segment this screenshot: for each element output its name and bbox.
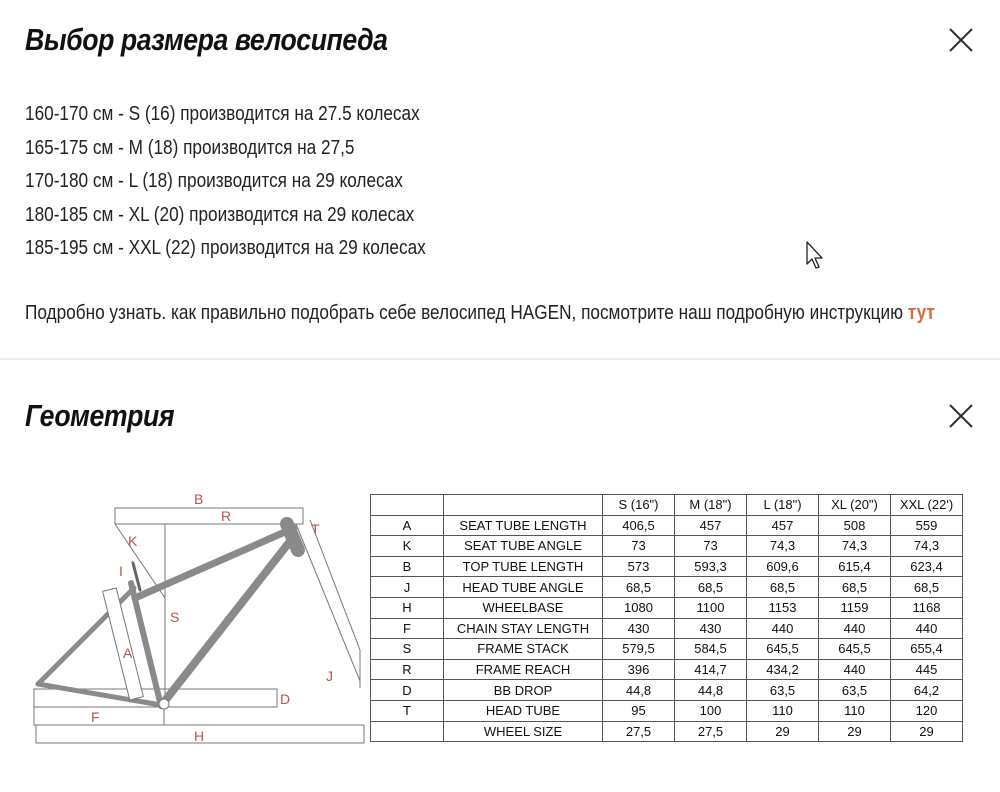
row-name: BB DROP: [444, 680, 603, 701]
row-value: 1159: [819, 597, 891, 618]
row-value: 73: [603, 536, 675, 557]
row-code: T: [371, 700, 444, 721]
row-code: [371, 721, 444, 742]
row-name: WHEEL SIZE: [444, 721, 603, 742]
close-icon[interactable]: [944, 399, 978, 433]
label-t: T: [311, 521, 320, 537]
row-value: 430: [603, 618, 675, 639]
row-name: SEAT TUBE LENGTH: [444, 515, 603, 536]
row-value: 440: [819, 618, 891, 639]
table-row: [371, 577, 963, 598]
row-code: R: [371, 659, 444, 680]
row-code: K: [371, 536, 444, 557]
geometry-table: [370, 494, 963, 742]
row-value: 1168: [891, 597, 963, 618]
table-row: [371, 721, 963, 742]
label-k: K: [128, 533, 138, 549]
row-value: 74,3: [891, 536, 963, 557]
header-cell: XXL (22'): [891, 495, 963, 516]
header-cell: S (16"): [603, 495, 675, 516]
row-value: 645,5: [747, 639, 819, 660]
row-value: 68,5: [603, 577, 675, 598]
label-i: I: [119, 563, 123, 579]
row-value: 440: [891, 618, 963, 639]
label-j: J: [326, 668, 333, 684]
row-value: 44,8: [675, 680, 747, 701]
row-value: 63,5: [819, 680, 891, 701]
row-value: 609,6: [747, 556, 819, 577]
row-value: 27,5: [675, 721, 747, 742]
size-item: 165-175 см - M (18) производится на 27,5: [25, 136, 355, 159]
row-value: 68,5: [747, 577, 819, 598]
row-value: 64,2: [891, 680, 963, 701]
row-value: 100: [675, 700, 747, 721]
row-value: 623,4: [891, 556, 963, 577]
row-value: 74,3: [819, 536, 891, 557]
row-value: 615,4: [819, 556, 891, 577]
label-s: S: [170, 609, 180, 625]
header-cell: [444, 495, 603, 516]
row-value: 110: [819, 700, 891, 721]
table-row: [371, 515, 963, 536]
label-f: F: [91, 709, 100, 725]
row-value: 68,5: [819, 577, 891, 598]
row-code: J: [371, 577, 444, 598]
table-row: [371, 659, 963, 680]
row-value: 95: [603, 700, 675, 721]
table-row: [371, 536, 963, 557]
row-code: F: [371, 618, 444, 639]
row-value: 457: [675, 515, 747, 536]
row-code: A: [371, 515, 444, 536]
row-value: 74,3: [747, 536, 819, 557]
row-value: 1153: [747, 597, 819, 618]
row-value: 68,5: [891, 577, 963, 598]
label-b: B: [194, 491, 204, 507]
row-value: 1100: [675, 597, 747, 618]
row-value: 440: [747, 618, 819, 639]
frame-geometry-diagram: [28, 488, 368, 748]
row-value: 559: [891, 515, 963, 536]
row-code: B: [371, 556, 444, 577]
row-name: TOP TUBE LENGTH: [444, 556, 603, 577]
row-value: 68,5: [675, 577, 747, 598]
row-code: H: [371, 597, 444, 618]
size-panel-title: Выбор размера велосипеда: [25, 22, 388, 57]
instruction-label: Подробно узнать. как правильно подобрать себе велосипед HAGEN, посмотрите наш подробную инструкцию: [25, 302, 908, 324]
instruction-text: [25, 302, 935, 325]
size-item: 180-185 см - XL (20) производится на 29 колесах: [25, 203, 415, 226]
table-body: [371, 515, 963, 742]
row-value: 63,5: [747, 680, 819, 701]
row-value: 645,5: [819, 639, 891, 660]
header-cell: L (18"): [747, 495, 819, 516]
row-value: 573: [603, 556, 675, 577]
table-header-row: [371, 495, 963, 516]
row-value: 110: [747, 700, 819, 721]
instruction-link[interactable]: тут: [907, 302, 935, 324]
row-name: FRAME STACK: [444, 639, 603, 660]
mouse-pointer-icon: [805, 240, 825, 270]
row-name: FRAME REACH: [444, 659, 603, 680]
row-value: 440: [819, 659, 891, 680]
label-r: R: [221, 508, 232, 524]
row-name: WHEELBASE: [444, 597, 603, 618]
row-name: SEAT TUBE ANGLE: [444, 536, 603, 557]
row-value: 584,5: [675, 639, 747, 660]
row-value: 120: [891, 700, 963, 721]
table-row: [371, 597, 963, 618]
header-cell: M (18"): [675, 495, 747, 516]
geometry-panel: [0, 360, 1000, 792]
row-value: 414,7: [675, 659, 747, 680]
row-value: 457: [747, 515, 819, 536]
row-value: 27,5: [603, 721, 675, 742]
row-name: CHAIN STAY LENGTH: [444, 618, 603, 639]
row-value: 29: [819, 721, 891, 742]
header-cell: XL (20"): [819, 495, 891, 516]
row-value: 508: [819, 515, 891, 536]
row-code: S: [371, 639, 444, 660]
close-icon[interactable]: [944, 23, 978, 57]
row-name: HEAD TUBE: [444, 700, 603, 721]
row-value: 655,4: [891, 639, 963, 660]
row-value: 434,2: [747, 659, 819, 680]
size-selection-panel: [0, 0, 1000, 358]
size-list: [25, 98, 491, 266]
row-value: 29: [747, 721, 819, 742]
row-value: 445: [891, 659, 963, 680]
table-row: [371, 556, 963, 577]
size-item: 170-180 см - L (18) производится на 29 колесах: [25, 170, 403, 192]
row-value: 1080: [603, 597, 675, 618]
label-h: H: [194, 728, 205, 744]
row-value: 406,5: [603, 515, 675, 536]
geometry-panel-title: Геометрия: [25, 398, 175, 433]
row-value: 73: [675, 536, 747, 557]
size-item: 185-195 см - XXL (22) производится на 29 колесах: [25, 237, 426, 259]
label-d: D: [280, 691, 291, 707]
header-cell: [371, 495, 444, 516]
row-name: HEAD TUBE ANGLE: [444, 577, 603, 598]
table-row: [371, 639, 963, 660]
row-value: 579,5: [603, 639, 675, 660]
label-a: A: [123, 645, 133, 661]
table-row: [371, 618, 963, 639]
table-row: [371, 700, 963, 721]
row-value: 396: [603, 659, 675, 680]
table-row: [371, 680, 963, 701]
row-code: D: [371, 680, 444, 701]
row-value: 430: [675, 618, 747, 639]
row-value: 593,3: [675, 556, 747, 577]
size-item: 160-170 см - S (16) производится на 27.5 колесах: [25, 103, 420, 125]
row-value: 29: [891, 721, 963, 742]
row-value: 44,8: [603, 680, 675, 701]
